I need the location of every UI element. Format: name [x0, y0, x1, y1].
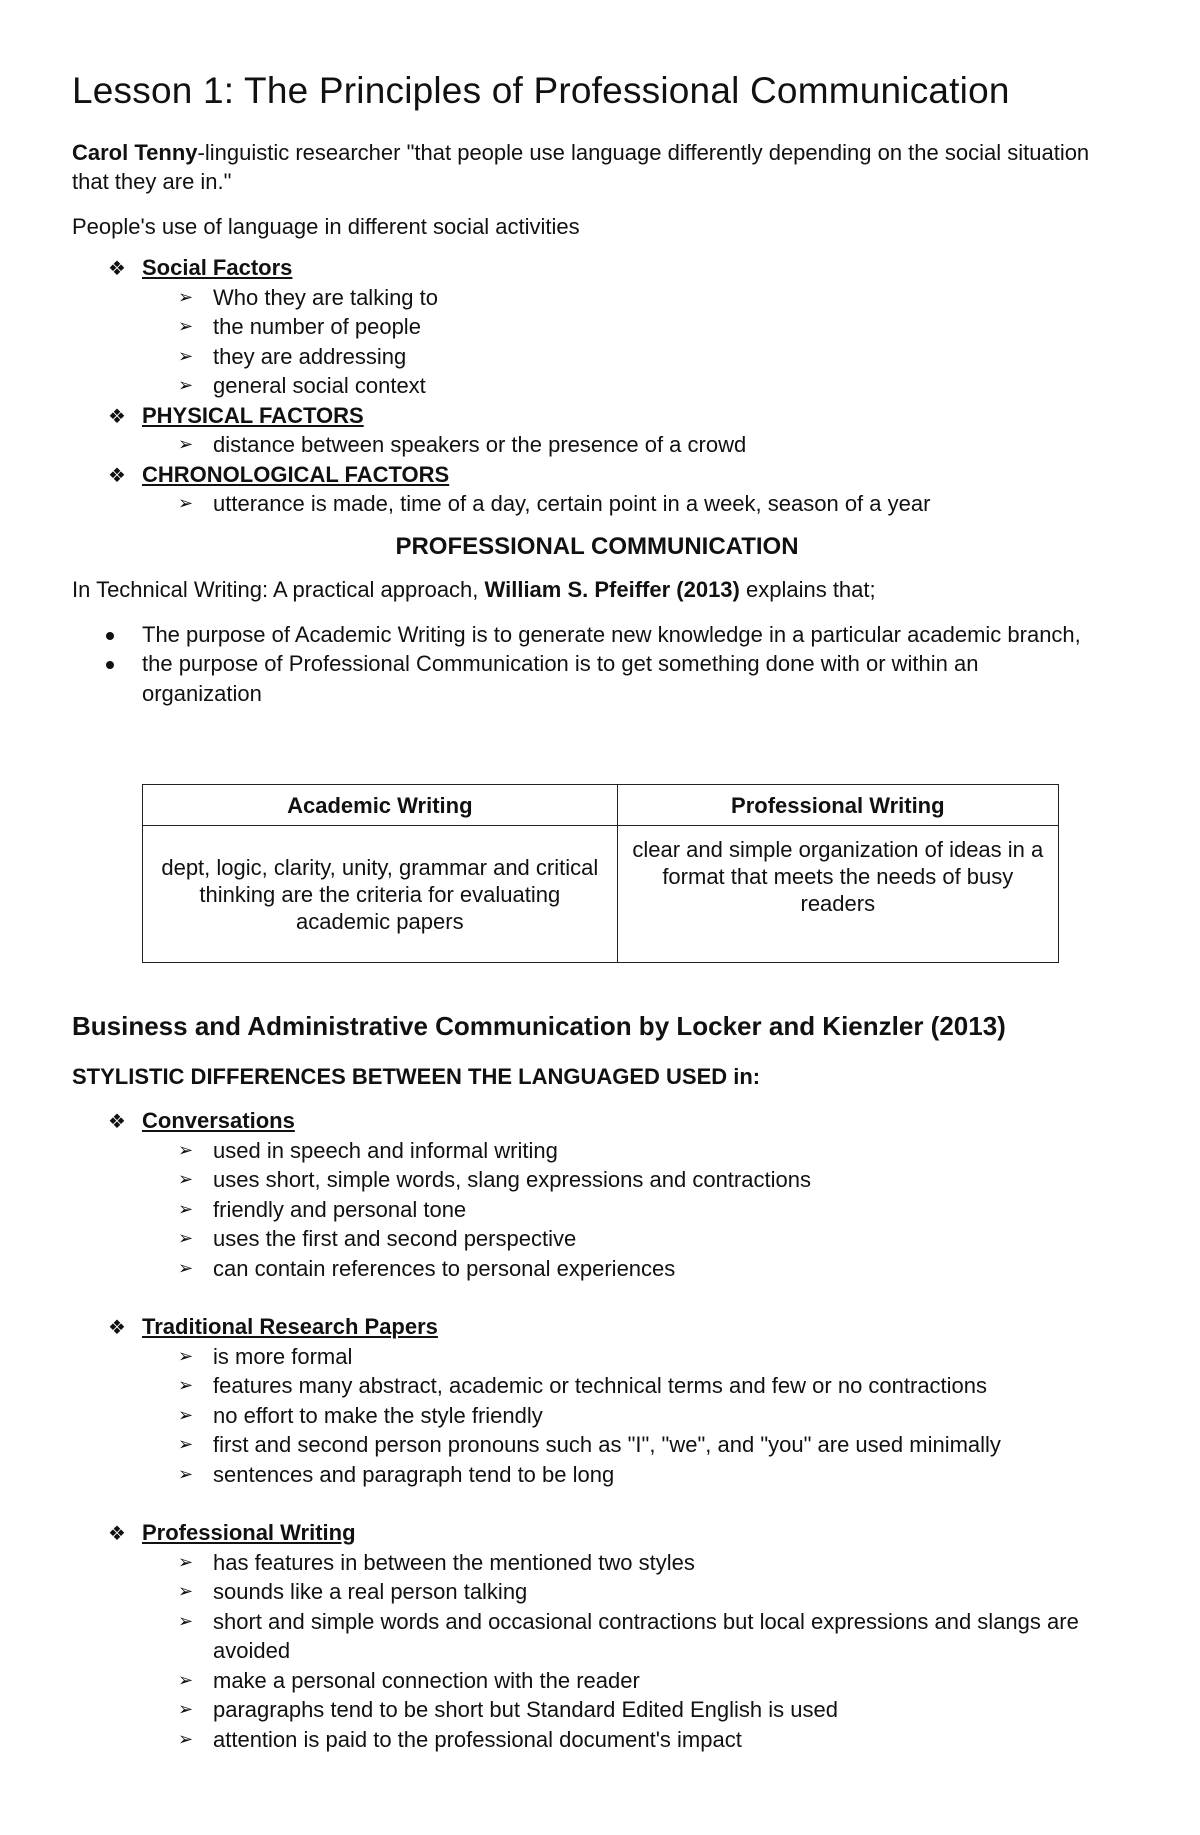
arrow-bullet-icon: ➢ [178, 316, 194, 336]
table-cell-academic: dept, logic, clarity, unity, grammar and critical thinking are the criteria for evaluating academic papers [143, 826, 618, 963]
bullet-dot-icon [106, 661, 114, 669]
arrow-bullet-icon: ➢ [178, 345, 194, 366]
list-item [72, 1371, 1122, 1401]
category-heading-label: Traditional Research Papers [142, 1314, 438, 1339]
list-item-text: no effort to make the style friendly [213, 1402, 543, 1428]
list-item [72, 312, 1122, 342]
arrow-bullet-icon: ➢ [178, 1610, 194, 1631]
arrow-bullet-icon: ➢ [178, 493, 194, 513]
sub-list [72, 283, 1122, 401]
list-item [72, 430, 1122, 460]
spacer [72, 1489, 1122, 1518]
category-heading [72, 1518, 1122, 1548]
lesson-title: Lesson 1: The Principles of Professional Communication [72, 70, 1010, 111]
purpose-text: The purpose of Academic Writing is to generate new knowledge in a particular academic branch, [142, 621, 1081, 647]
list-item-text: features many abstract, academic or technical terms and few or no contractions [213, 1373, 988, 1398]
arrow-bullet-icon: ➢ [178, 1345, 194, 1366]
arrow-bullet-icon: ➢ [178, 1463, 194, 1484]
list-item [72, 342, 1122, 372]
spacer [72, 1283, 1122, 1312]
intro-paragraph [72, 138, 1122, 196]
list-item [72, 1607, 1122, 1666]
arrow-bullet-icon: ➢ [178, 1404, 194, 1425]
sub-list [72, 1136, 1122, 1284]
list-item [72, 489, 1122, 519]
diamond-bullet-icon: ❖ [108, 464, 126, 487]
list-item-text: attention is paid to the professional document's impact [213, 1726, 742, 1752]
list-item-text: sentences and paragraph tend to be long [213, 1461, 615, 1487]
table-header-row [143, 785, 1059, 826]
sub-list [72, 489, 1122, 519]
list-item-text: sounds like a real person talking [213, 1579, 528, 1604]
category-heading-label: PHYSICAL FACTORS [142, 402, 364, 428]
diamond-bullet-icon: ❖ [108, 1317, 126, 1339]
lead-sentence: People's use of language in different social activities [72, 214, 580, 239]
arrow-bullet-icon: ➢ [178, 1198, 194, 1219]
category-heading [72, 1106, 1122, 1136]
sub-list [72, 430, 1122, 460]
arrow-bullet-icon: ➢ [178, 375, 194, 395]
arrow-bullet-icon: ➢ [178, 1228, 194, 1248]
styles-list [72, 1106, 1122, 1754]
arrow-bullet-icon: ➢ [178, 1551, 194, 1572]
list-item-text: is more formal [213, 1343, 353, 1369]
pfeiffer-name: William S. Pfeiffer (2013) [484, 576, 740, 602]
arrow-bullet-icon: ➢ [178, 1581, 194, 1601]
sub-list [72, 1548, 1122, 1755]
list-item [72, 1548, 1122, 1578]
pfeiffer-pre: In Technical Writing: A practical approach, [72, 576, 485, 602]
diamond-bullet-icon: ❖ [108, 1523, 126, 1545]
comparison-table [142, 784, 1059, 963]
arrow-bullet-icon: ➢ [178, 1169, 194, 1189]
list-item [72, 1430, 1122, 1460]
list-item-text: uses the first and second perspective [213, 1226, 577, 1251]
bullet-dot-icon [106, 632, 114, 640]
arrow-bullet-icon: ➢ [178, 1257, 194, 1278]
list-item [72, 1342, 1122, 1372]
pfeiffer-paragraph [72, 575, 1122, 604]
arrow-bullet-icon: ➢ [178, 1434, 194, 1454]
arrow-bullet-icon: ➢ [178, 286, 194, 307]
category-heading [72, 460, 1122, 490]
arrow-bullet-icon: ➢ [178, 1699, 194, 1719]
list-item-text: short and simple words and occasional contractions but local expressions and slangs are avoided [213, 1608, 1079, 1663]
list-item-text: they are addressing [213, 343, 407, 369]
stylistic-differences-heading: STYLISTIC DIFFERENCES BETWEEN THE LANGUAGED USED in: [72, 1064, 761, 1089]
list-item [72, 1224, 1122, 1254]
category-heading-label: Social Factors [142, 255, 293, 280]
list-item [72, 1725, 1122, 1755]
list-item-text: uses short, simple words, slang expressions and contractions [213, 1167, 811, 1192]
list-item [72, 371, 1122, 401]
category-heading [72, 253, 1122, 283]
table-header-academic: Academic Writing [143, 785, 618, 826]
diamond-bullet-icon: ❖ [108, 258, 126, 280]
list-item [72, 1577, 1122, 1607]
document-page [72, 70, 1122, 1754]
table-header-professional: Professional Writing [617, 785, 1058, 826]
list-item [72, 1254, 1122, 1284]
list-item-text: utterance is made, time of a day, certain point in a week, season of a year [213, 491, 931, 516]
list-item [72, 283, 1122, 313]
arrow-bullet-icon: ➢ [178, 1375, 194, 1395]
arrow-bullet-icon: ➢ [178, 434, 194, 454]
list-item [72, 1165, 1122, 1195]
professional-communication-heading: PROFESSIONAL COMMUNICATION [395, 532, 799, 560]
list-item [72, 1195, 1122, 1225]
list-item-text: paragraphs tend to be short but Standard Edited English is used [213, 1697, 838, 1722]
category-heading [72, 401, 1122, 431]
diamond-bullet-icon: ❖ [108, 405, 126, 428]
diamond-bullet-icon: ❖ [108, 1111, 126, 1133]
arrow-bullet-icon: ➢ [178, 1728, 194, 1749]
factors-list [72, 253, 1122, 519]
list-item-text: Who they are talking to [213, 284, 439, 310]
sub-list [72, 1342, 1122, 1490]
category-heading-label: Conversations [142, 1108, 295, 1133]
category-heading [72, 1312, 1122, 1342]
list-item-text: the number of people [213, 314, 421, 339]
list-item [72, 1666, 1122, 1696]
purpose-item [72, 649, 1102, 708]
pfeiffer-post: explains that; [739, 576, 876, 602]
locker-heading: Business and Administrative Communication by Locker and Kienzler (2013) [72, 1011, 1006, 1041]
arrow-bullet-icon: ➢ [178, 1139, 194, 1160]
intro-text: -linguistic researcher "that people use language differently depending on the social situation that they are in." [72, 140, 1090, 194]
intro-name: Carol Tenny [72, 140, 198, 165]
list-item-text: general social context [213, 373, 426, 398]
category-heading-label: CHRONOLOGICAL FACTORS [142, 461, 450, 487]
list-item-text: friendly and personal tone [213, 1196, 467, 1222]
list-item [72, 1136, 1122, 1166]
list-item [72, 1401, 1122, 1431]
list-item [72, 1695, 1122, 1725]
list-item-text: first and second person pronouns such as "I", "we", and "you" are used minimally [213, 1432, 1001, 1457]
category-heading-label: Professional Writing [142, 1520, 356, 1545]
list-item-text: can contain references to personal experiences [213, 1255, 676, 1281]
list-item-text: distance between speakers or the presence of a crowd [213, 432, 747, 457]
list-item-text: make a personal connection with the reader [213, 1667, 640, 1693]
table-row [143, 826, 1059, 963]
arrow-bullet-icon: ➢ [178, 1669, 194, 1690]
table-cell-professional: clear and simple organization of ideas in a format that meets the needs of busy readers [617, 826, 1058, 963]
purpose-text: the purpose of Professional Communication is to get something done with or within an organization [142, 651, 979, 706]
list-item [72, 1460, 1122, 1490]
purpose-list [72, 620, 1122, 709]
list-item-text: has features in between the mentioned two styles [213, 1549, 695, 1575]
list-item-text: used in speech and informal writing [213, 1137, 558, 1163]
purpose-item [72, 620, 1102, 650]
